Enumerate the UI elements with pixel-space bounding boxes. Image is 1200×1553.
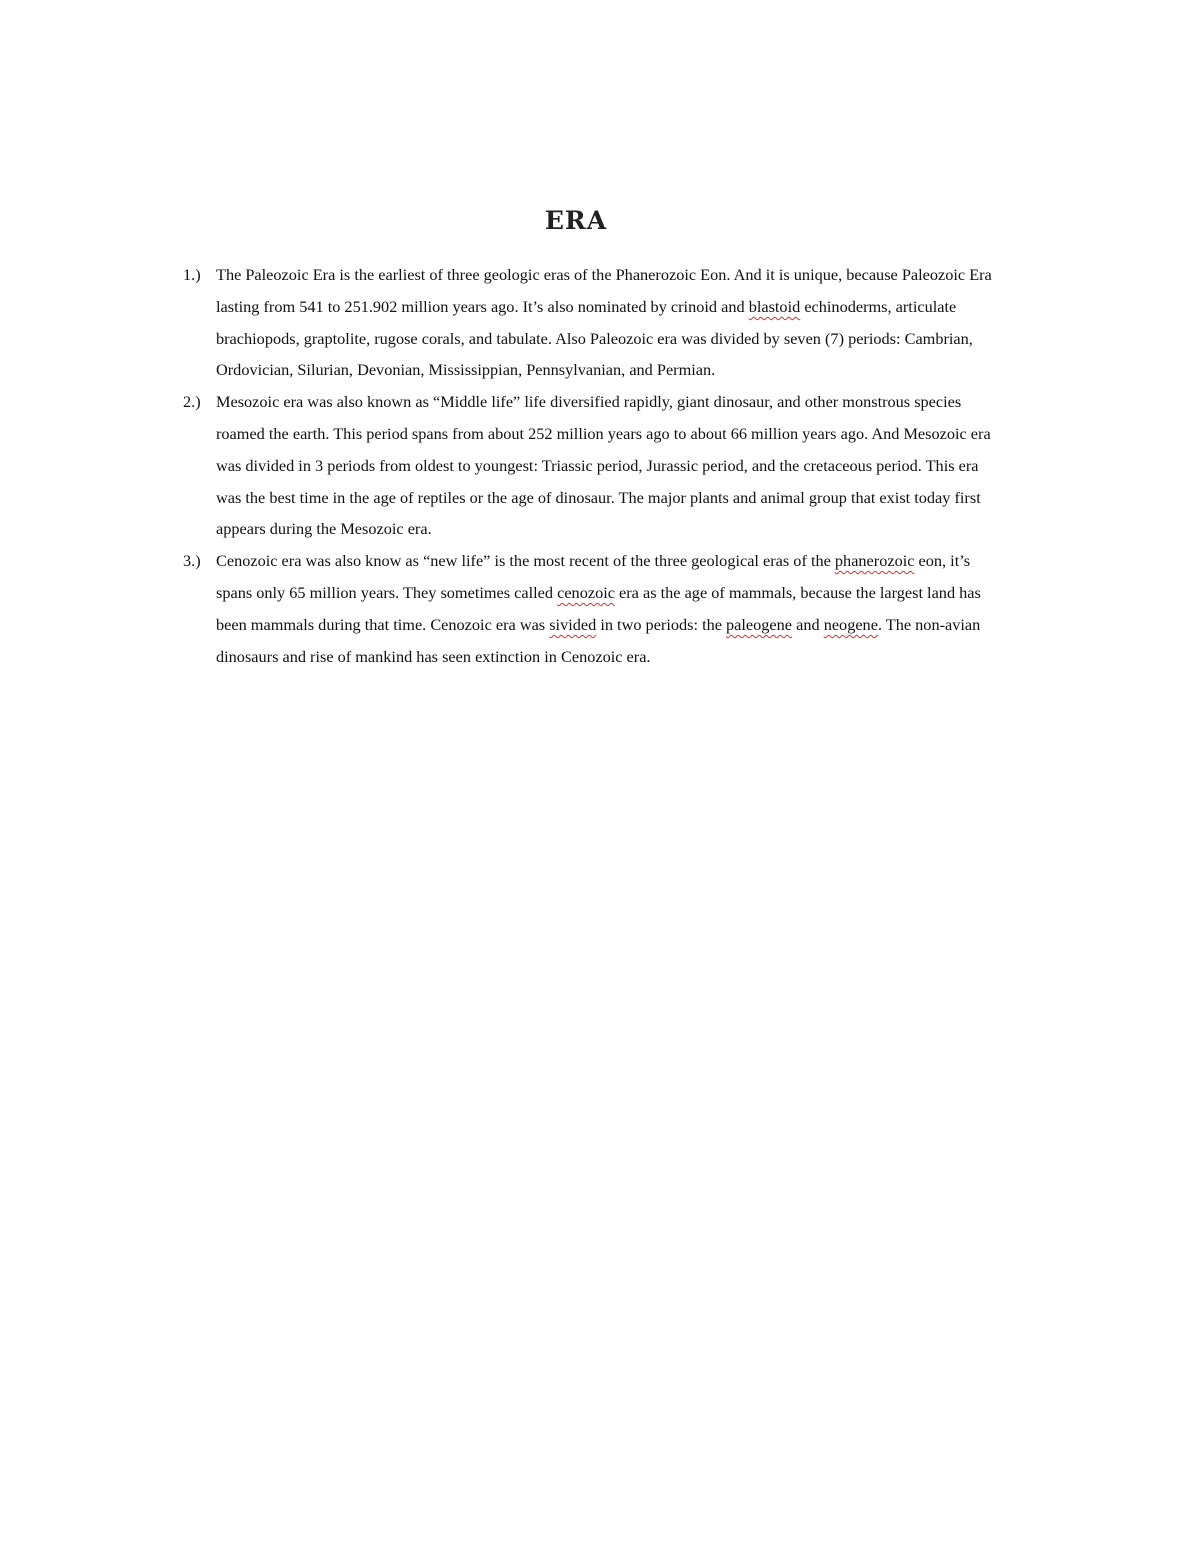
list-item-number: 2.) [183,392,201,412]
paragraph-text: Cenozoic era was also know as “new life” is the most recent of the three geological eras of the [216,551,835,571]
spelling-flagged-word: blastoid [748,296,801,316]
list-item-paleozoic [180,259,1000,386]
paragraph-text: Mesozoic era was also known as “Middle life” life diversified rapidly, giant dinosaur, and other monstrous species roamed the earth. This period spans from about 252 million years ago to about 66 million years ago. And Mesozoic era was divided in 3 periods from oldest to youngest: Triassic period, Jurassic period, and the cretaceous period. This era was the best time in the age of reptiles or the age of dinosaur. The major plants and animal group that exist today first appears during the Mesozoic era. [216,392,991,539]
document-title: ERA [544,206,608,235]
spelling-flagged-word: cenozoic [557,582,615,602]
paragraph-text: and [792,614,824,634]
list-item-number: 1.) [183,265,201,284]
spelling-flagged-word: phanerozoic [834,551,915,571]
spelling-flagged-word: neogene [823,614,878,634]
paragraph-text: era as the age of mammals, because the largest land has been mammals during that time. Cenozoic era was [216,582,981,634]
paragraph-text: in two periods: the [596,614,727,634]
paragraph-text: echinoderms, articulate brachiopods, graptolite, rugose corals, and tabulate. Also Paleozoic era was divided by seven (7) periods: Cambrian, Ordovician, Silurian, Devonian, Mississippian, Pennsylvanian, and Permian. [216,296,973,380]
list-item-cenozoic [180,545,1000,672]
list-item-mesozoic [180,386,1000,545]
paragraph-text: . The non-avian dinosaurs and rise of mankind has seen extinction in Cenozoic era. [216,614,981,666]
spelling-flagged-word: paleogene [726,614,793,634]
paragraph-text: The Paleozoic Era is the earliest of three geologic eras of the Phanerozoic Eon. And it is unique, because Paleozoic Era lasting from 541 to 251.902 million years ago. It’s also nominated by crinoid and [216,265,992,316]
paragraph-text: eon, it’s spans only 65 million years. They sometimes called [216,551,971,602]
spelling-flagged-word: sivided [549,614,597,634]
list-item-number: 3.) [183,551,201,571]
era-list [180,259,1000,672]
